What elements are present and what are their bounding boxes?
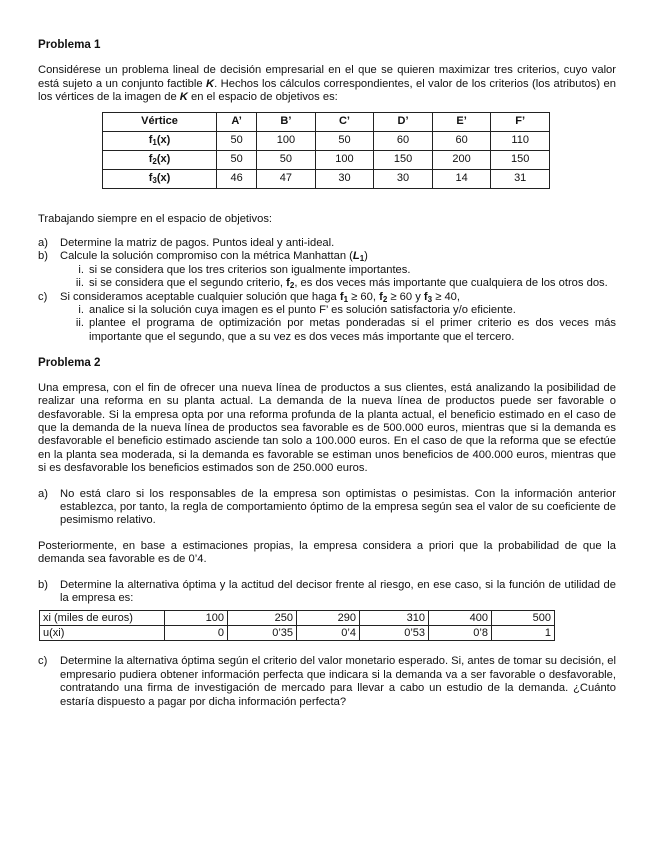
- table-cell: 250: [227, 611, 296, 626]
- table-cell: 47: [257, 169, 316, 188]
- table-cell: 150: [491, 150, 550, 169]
- table-cell: 30: [374, 169, 433, 188]
- question-b: b) Calcule la solución compromiso con la métrica Manhattan $(L_1)$: [38, 250, 368, 264]
- table-cell: 200: [432, 150, 491, 169]
- table-cell: 50: [257, 150, 316, 169]
- table-cell: 50: [217, 150, 257, 169]
- question-b-ii: ii. si se considera que el segundo criterio, $f_2$, es dos veces más importante que cualquiera de los otros dos.: [75, 277, 608, 291]
- table-cell: 100: [165, 611, 228, 626]
- header-cell: B’: [257, 112, 316, 131]
- table-cell: 310: [359, 611, 428, 626]
- question-c-ii: ii. plantee el programa de optimización por metas ponderadas si el primer criterio es dos veces más importante que el segundo, que a su vez es dos veces más importante que el tercero.: [75, 317, 616, 343]
- table-cell: 500: [491, 611, 554, 626]
- header-cell: D’: [374, 112, 433, 131]
- question-a: a) Determine la matriz de pagos. Puntos ideal y anti-ideal.: [38, 237, 335, 250]
- problem-1-lead: Trabajando siempre en el espacio de objetivos:: [38, 212, 273, 225]
- table-cell: 1: [491, 626, 554, 641]
- table-row: [40, 626, 555, 641]
- problem-1-title: Problema 1: [38, 38, 101, 51]
- row-label: $f_2(x)$: [103, 150, 217, 169]
- table-cell: 0’8: [429, 626, 492, 641]
- row-label: xi (miles de euros): [40, 611, 165, 626]
- table-cell: 46: [217, 169, 257, 188]
- row-label: $f_3(x)$: [103, 169, 217, 188]
- utility-table: [39, 610, 555, 641]
- header-cell: Vértice: [103, 112, 217, 131]
- table-row: [103, 169, 550, 188]
- table-header-row: [103, 112, 550, 131]
- header-cell: A’: [217, 112, 257, 131]
- table-cell: 110: [491, 131, 550, 150]
- problem-2-question-a: a) No está claro si los responsables de la empresa son optimistas o pesimistas. Con la información anterior establezca, por tanto, la regla de comportamiento óptimo de la empresa según sea el valor de su coeficiente de pesimismo relativo.: [38, 487, 616, 527]
- table-cell: 0: [165, 626, 228, 641]
- table-cell: 0’4: [297, 626, 360, 641]
- table-cell: 0’35: [227, 626, 296, 641]
- table-row: [103, 131, 550, 150]
- header-cell: F’: [491, 112, 550, 131]
- criteria-table: [102, 112, 550, 189]
- table-cell: 290: [297, 611, 360, 626]
- table-cell: 0’53: [359, 626, 428, 641]
- table-cell: 50: [315, 131, 374, 150]
- question-c: c) Si consideramos aceptable cualquier solución que haga $f_1 \ge 60$, $f_2 \ge 60$ y $f_3 \ge 40$,: [38, 290, 461, 304]
- table-cell: 100: [315, 150, 374, 169]
- table-row: [40, 611, 555, 626]
- table-cell: 100: [257, 131, 316, 150]
- problem-2-question-c: c) Determine la alternativa óptima según el criterio del valor monetario esperado. Si, antes de tomar su decisión, el empresario pudiera obtener información perfecta que indicara si la demanda va a ser favorable o desfavorable, contratando una firma de investigación de mercado para llevar a cabo un estudio de la demanda. ¿Cuánto estaría dispuesto a pagar por dicha información perfecta?: [38, 655, 616, 708]
- table-cell: 14: [432, 169, 491, 188]
- problem-2-intro: Una empresa, con el fin de ofrecer una nueva línea de productos a sus clientes, está analizando la posibilidad de realizar una reforma en su planta actual. La demanda de la nueva línea de productos puede ser favorable o desfavorable. Si la empresa opta por una reforma profunda de la planta actual, el beneficio estimado en el caso de que la demanda de la nueva línea de productos sea favorable es de 500.000 euros, mientras que si la demanda es desfavorable el beneficio estimado asciende tan solo a 100.000 euros. En el caso de que la reforma que se efectúe en la planta sea moderada, si la demanda es favorable se estiman unos beneficios de 400.000 euros, mientras que si es desfavorable los beneficios estimados son de 250.000 euros.: [38, 381, 616, 475]
- row-label: u(xi): [40, 626, 165, 641]
- table-cell: 400: [429, 611, 492, 626]
- table-cell: 30: [315, 169, 374, 188]
- problem-2-question-b: b) Determine la alternativa óptima y la actitud del decisor frente al riesgo, en ese caso, si la función de utilidad de la empresa es:: [38, 578, 616, 604]
- document-page: [38, 38, 616, 709]
- table-cell: 50: [217, 131, 257, 150]
- header-cell: E’: [432, 112, 491, 131]
- question-b-i: i. si se considera que los tres criterios son igualmente importantes.: [78, 263, 411, 276]
- question-c-i: i. analice si la solución cuya imagen es el punto F’ es solución satisfactoria y/o eficiente.: [78, 304, 516, 317]
- table-cell: 60: [432, 131, 491, 150]
- table-cell: 150: [374, 150, 433, 169]
- table-cell: 60: [374, 131, 433, 150]
- table-cell: 31: [491, 169, 550, 188]
- table-row: [103, 150, 550, 169]
- problem-1-intro: Considérese un problema lineal de decisión empresarial en el que se quieren maximizar tres criterios, cuyo valor está sujeto a un conjunto factible K. Hechos los cálculos correspondientes, el valor de los criterios (los atributos) en los vértices de la imagen de K en el espacio de objetivos es:: [38, 64, 617, 104]
- problem-2-title: Problema 2: [38, 356, 101, 370]
- problem-2-mid: Posteriormente, en base a estimaciones propias, la empresa considera a priori que la probabilidad de que la demanda sea favorable es de 0’4.: [38, 539, 616, 566]
- header-cell: C’: [315, 112, 374, 131]
- row-label: $f_1(x)$: [103, 131, 217, 150]
